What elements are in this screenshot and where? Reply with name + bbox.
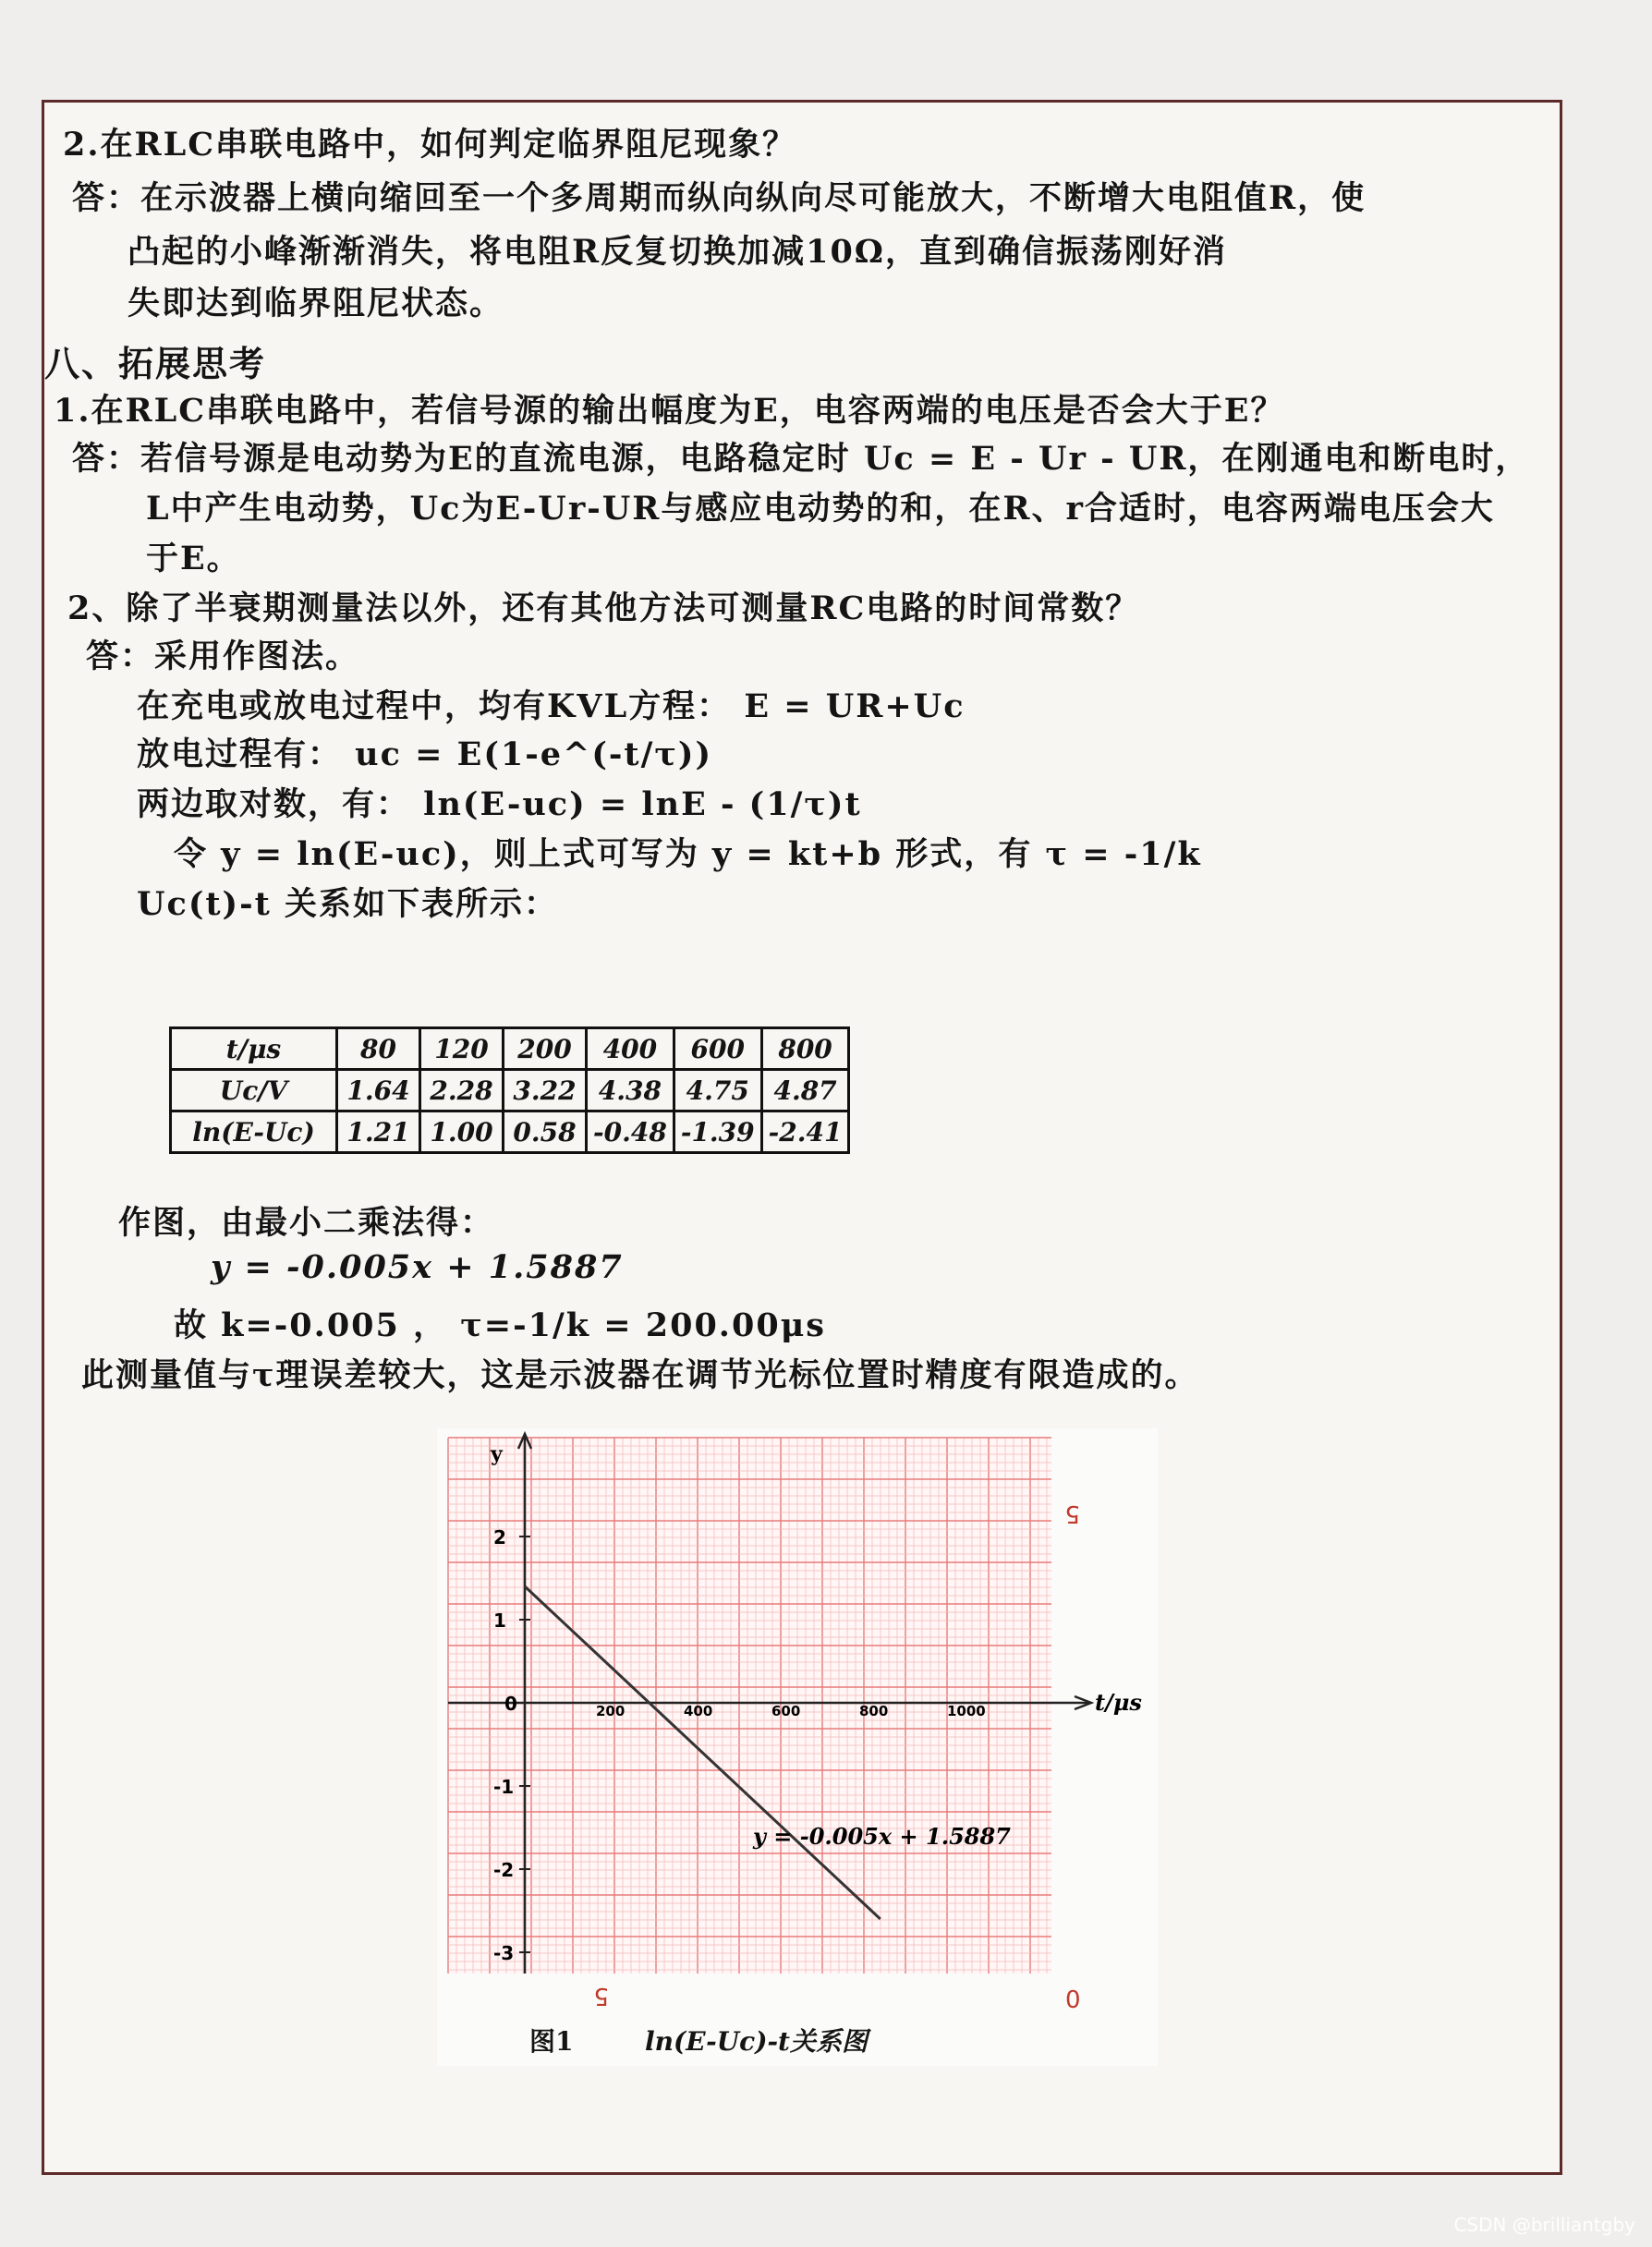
review-answer-line-1: 答：在示波器上横向缩回至一个多周期而纵向纵向尽可能放大，不断增大电阻值R，使 (72, 179, 1367, 217)
table-cell: -1.39 (674, 1111, 761, 1153)
y-tick-label: -3 (493, 1942, 515, 1964)
y-axis-label: y (491, 1442, 503, 1466)
table-cell: t/μs (171, 1028, 337, 1070)
fit-result: 故 k=-0.005 ， τ=-1/k = 200.00μs (174, 1306, 827, 1344)
question-1: 1.在RLC串联电路中，若信号源的输出幅度为E，电容两端的电压是否会大于E？ (54, 392, 1285, 430)
table-cell: 3.22 (504, 1070, 587, 1111)
answer-1-line-3: 于E。 (146, 540, 241, 577)
answer-2-line-1: 答：采用作图法。 (86, 638, 360, 675)
paper-mark: 5 (1064, 1500, 1080, 1527)
table-cell: 0.58 (504, 1111, 587, 1153)
y-tick-label: -2 (493, 1859, 515, 1881)
conclusion: 此测量值与τ理误差较大，这是示波器在调节光标位置时精度有限造成的。 (81, 1356, 1199, 1394)
x-tick-label: 400 (684, 1703, 713, 1719)
table-cell: 1.64 (337, 1070, 420, 1111)
figure-title: ln(E-Uc)-t关系图 (645, 2026, 868, 2057)
paper-mark: 0 (1065, 1986, 1081, 2014)
figure-label: 图1 (529, 2026, 574, 2057)
section-heading: 八、拓展思考 (44, 343, 267, 384)
table-cell: 600 (674, 1028, 761, 1070)
review-question-2: 2.在RLC串联电路中，如何判定临界阻尼现象？ (63, 126, 797, 164)
answer-2-line-6: Uc(t)-t 关系如下表所示： (137, 885, 558, 923)
y-tick-label: 1 (493, 1609, 506, 1632)
x-axis-label: t/μs (1095, 1689, 1142, 1716)
table-cell: 1.00 (420, 1111, 504, 1153)
table-cell: 4.75 (674, 1070, 761, 1111)
table-cell: 1.21 (337, 1111, 420, 1153)
table-cell: 800 (761, 1028, 849, 1070)
table-cell: 2.28 (420, 1070, 504, 1111)
graph-paper-chart (437, 1428, 1158, 2066)
table-cell: 200 (504, 1028, 587, 1070)
answer-2-line-4: 两边取对数，有： ln(E-uc) = lnE - (1/τ)t (137, 785, 862, 823)
x-tick-label: 600 (771, 1703, 801, 1719)
y-tick-label: 2 (493, 1526, 506, 1549)
notebook-page (42, 100, 1562, 2175)
table-cell: -0.48 (587, 1111, 674, 1153)
table-row (171, 1070, 849, 1111)
question-2: 2、除了半衰期测量法以外，还有其他方法可测量RC电路的时间常数？ (67, 589, 1140, 627)
answer-1-line-2: L中产生电动势，Uc为E-Ur-UR与感应电动势的和，在R、r合适时，电容两端电压会大 (146, 490, 1495, 528)
table-cell: -2.41 (761, 1111, 849, 1153)
table-row (171, 1028, 849, 1070)
table-cell: ln(E-Uc) (171, 1111, 337, 1153)
fit-intro: 作图，由最小二乘法得： (118, 1204, 495, 1242)
review-answer-line-2: 凸起的小峰渐渐消失，将电阻R反复切换加减10Ω，直到确信振荡刚好消 (128, 233, 1227, 271)
table-cell: 4.87 (761, 1070, 849, 1111)
x-tick-label: 800 (859, 1703, 889, 1719)
fit-line-label: y = -0.005x + 1.5887 (753, 1823, 1011, 1850)
table-cell: 120 (420, 1028, 504, 1070)
data-table (169, 1026, 850, 1154)
origin-label: 0 (504, 1693, 517, 1715)
x-tick-label: 200 (596, 1703, 626, 1719)
table-row (171, 1111, 849, 1153)
review-answer-line-3: 失即达到临界阻尼状态。 (128, 285, 504, 322)
table-cell: Uc/V (171, 1070, 337, 1111)
fit-equation: y = -0.005x + 1.5887 (211, 1248, 624, 1286)
table-cell: 80 (337, 1028, 420, 1070)
paper-mark: 5 (593, 1982, 609, 2010)
answer-2-line-3: 放电过程有： uc = E(1-e^(-t/τ)) (137, 735, 713, 773)
answer-1-line-1: 答：若信号源是电动势为E的直流电源，电路稳定时 Uc = E - Ur - UR，在刚通电和断电时， (72, 440, 1530, 478)
graph-figure (437, 1428, 1158, 2066)
answer-2-line-2: 在充电或放电过程中，均有KVL方程： E = UR+Uc (137, 687, 966, 725)
watermark: CSDN @brilliantgby (1453, 2214, 1635, 2236)
x-tick-label: 1000 (947, 1703, 986, 1719)
table-cell: 4.38 (587, 1070, 674, 1111)
y-tick-label: -1 (493, 1776, 515, 1798)
answer-2-line-5: 令 y = ln(E-uc)，则上式可写为 y = kt+b 形式，有 τ = -1/k (174, 835, 1202, 873)
table-cell: 400 (587, 1028, 674, 1070)
